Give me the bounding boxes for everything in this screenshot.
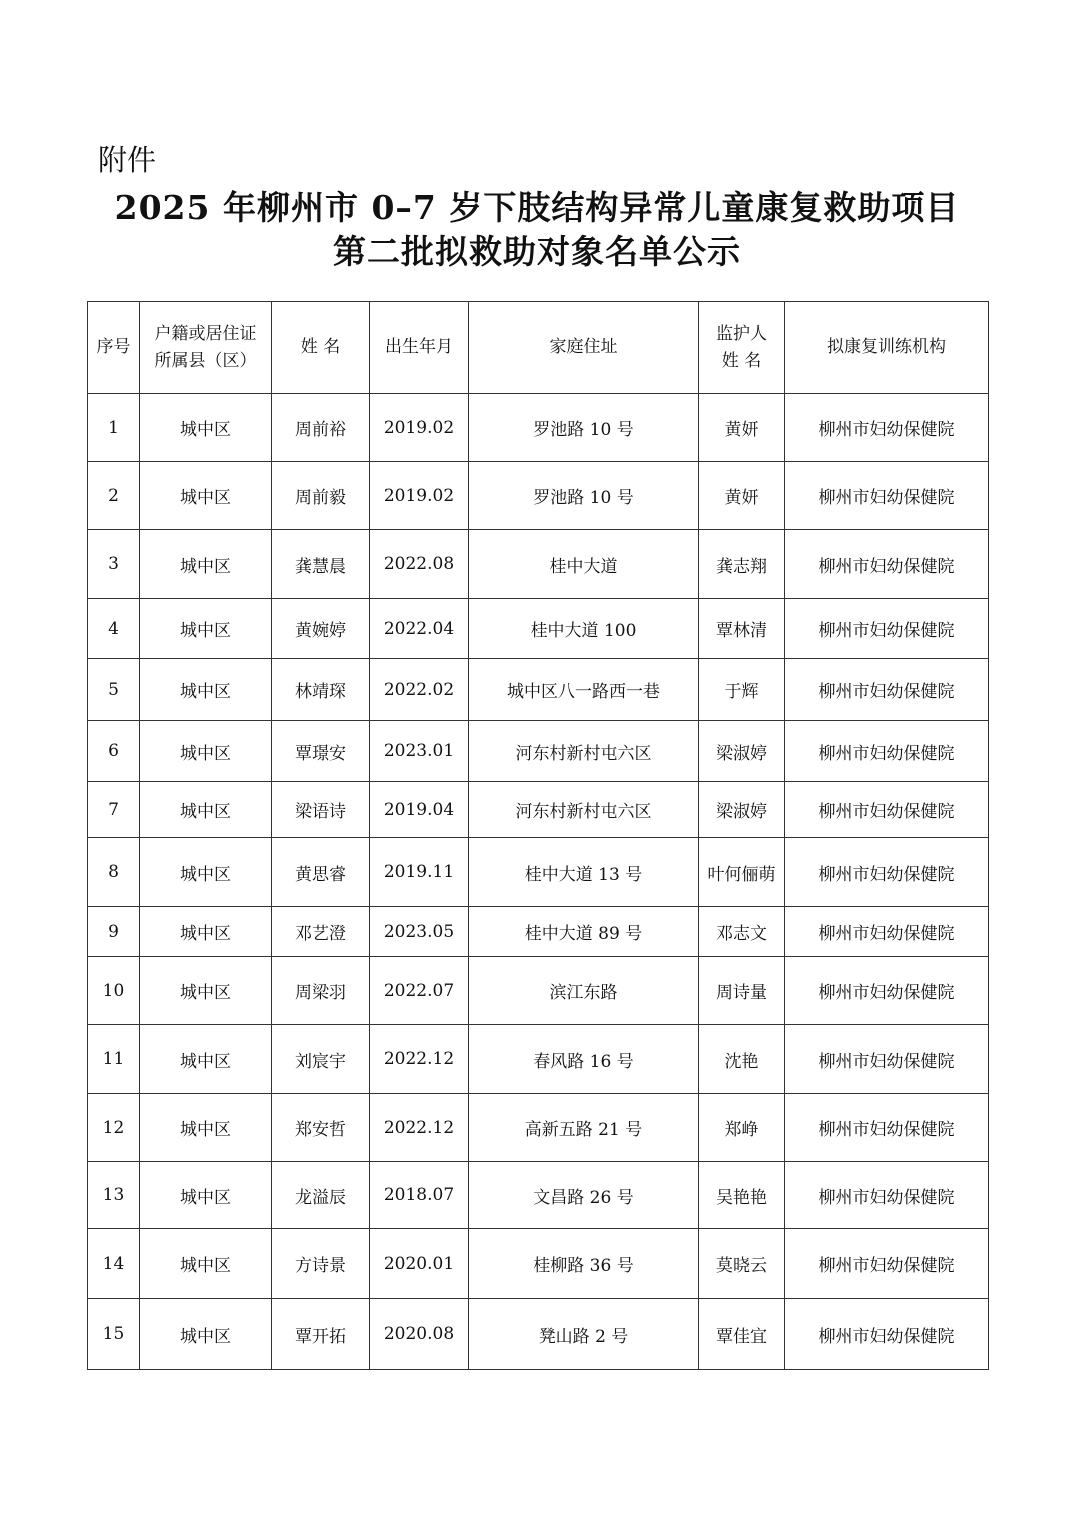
cell-county: 城中区: [140, 838, 272, 907]
table-row: [88, 1229, 989, 1299]
cell-seq: 2: [88, 462, 140, 530]
cell-seq: 8: [88, 838, 140, 907]
cell-name: 黄婉婷: [272, 599, 370, 659]
cell-seq: 12: [88, 1094, 140, 1162]
cell-county: 城中区: [140, 462, 272, 530]
cell-county: 城中区: [140, 1162, 272, 1229]
cell-birth: 2022.08: [370, 530, 469, 599]
cell-address: 高新五路 21 号: [469, 1094, 699, 1162]
table-row: [88, 1162, 989, 1229]
cell-birth: 2019.02: [370, 462, 469, 530]
header-guardian: 监护人 姓 名: [699, 302, 785, 394]
cell-address: 罗池路 10 号: [469, 394, 699, 462]
cell-institution: 柳州市妇幼保健院: [785, 462, 989, 530]
table-row: [88, 838, 989, 907]
header-birth: 出生年月: [370, 302, 469, 394]
table-header-row: [88, 302, 989, 394]
cell-institution: 柳州市妇幼保健院: [785, 1162, 989, 1229]
cell-name: 周前毅: [272, 462, 370, 530]
cell-county: 城中区: [140, 530, 272, 599]
cell-birth: 2019.11: [370, 838, 469, 907]
cell-birth: 2022.12: [370, 1025, 469, 1094]
cell-institution: 柳州市妇幼保健院: [785, 957, 989, 1025]
cell-guardian: 叶何俪萌: [699, 838, 785, 907]
cell-birth: 2022.02: [370, 659, 469, 721]
cell-name: 林靖琛: [272, 659, 370, 721]
cell-guardian: 梁淑婷: [699, 782, 785, 838]
cell-address: 春风路 16 号: [469, 1025, 699, 1094]
attachment-label: 附件: [98, 143, 157, 177]
cell-guardian: 吴艳艳: [699, 1162, 785, 1229]
cell-guardian: 于辉: [699, 659, 785, 721]
cell-address: 桂中大道: [469, 530, 699, 599]
cell-birth: 2020.08: [370, 1299, 469, 1370]
cell-institution: 柳州市妇幼保健院: [785, 1229, 989, 1299]
cell-institution: 柳州市妇幼保健院: [785, 782, 989, 838]
cell-county: 城中区: [140, 782, 272, 838]
cell-guardian: 黄妍: [699, 462, 785, 530]
cell-birth: 2022.12: [370, 1094, 469, 1162]
header-name: 姓 名: [272, 302, 370, 394]
cell-birth: 2020.01: [370, 1229, 469, 1299]
cell-institution: 柳州市妇幼保健院: [785, 721, 989, 782]
header-address: 家庭住址: [469, 302, 699, 394]
cell-county: 城中区: [140, 1025, 272, 1094]
table-row: [88, 957, 989, 1025]
cell-address: 滨江东路: [469, 957, 699, 1025]
cell-birth: 2018.07: [370, 1162, 469, 1229]
cell-name: 邓艺澄: [272, 907, 370, 957]
header-seq: 序号: [88, 302, 140, 394]
cell-institution: 柳州市妇幼保健院: [785, 838, 989, 907]
cell-address: 河东村新村屯六区: [469, 782, 699, 838]
cell-name: 刘宸宇: [272, 1025, 370, 1094]
cell-county: 城中区: [140, 599, 272, 659]
cell-county: 城中区: [140, 394, 272, 462]
cell-guardian: 莫晓云: [699, 1229, 785, 1299]
table-row: [88, 530, 989, 599]
cell-seq: 4: [88, 599, 140, 659]
document-title-line1: 2025 年柳州市 0–7 岁下肢结构异常儿童康复救助项目: [114, 188, 960, 227]
cell-name: 覃璟安: [272, 721, 370, 782]
cell-seq: 3: [88, 530, 140, 599]
cell-seq: 6: [88, 721, 140, 782]
cell-guardian: 覃佳宜: [699, 1299, 785, 1370]
cell-institution: 柳州市妇幼保健院: [785, 394, 989, 462]
cell-county: 城中区: [140, 1299, 272, 1370]
cell-institution: 柳州市妇幼保健院: [785, 530, 989, 599]
table-row: [88, 394, 989, 462]
table-row: [88, 1299, 989, 1370]
cell-guardian: 邓志文: [699, 907, 785, 957]
cell-guardian: 覃林清: [699, 599, 785, 659]
cell-guardian: 周诗量: [699, 957, 785, 1025]
cell-address: 文昌路 26 号: [469, 1162, 699, 1229]
cell-address: 桂中大道 89 号: [469, 907, 699, 957]
table-row: [88, 782, 989, 838]
cell-institution: 柳州市妇幼保健院: [785, 659, 989, 721]
cell-seq: 11: [88, 1025, 140, 1094]
table-row: [88, 659, 989, 721]
cell-guardian: 沈艳: [699, 1025, 785, 1094]
cell-birth: 2022.07: [370, 957, 469, 1025]
cell-guardian: 黄妍: [699, 394, 785, 462]
cell-guardian: 郑峥: [699, 1094, 785, 1162]
cell-county: 城中区: [140, 1094, 272, 1162]
cell-seq: 14: [88, 1229, 140, 1299]
cell-birth: 2023.01: [370, 721, 469, 782]
cell-institution: 柳州市妇幼保健院: [785, 907, 989, 957]
cell-seq: 13: [88, 1162, 140, 1229]
cell-county: 城中区: [140, 907, 272, 957]
table-row: [88, 462, 989, 530]
cell-birth: 2019.02: [370, 394, 469, 462]
recipient-table: [87, 301, 989, 1370]
cell-institution: 柳州市妇幼保健院: [785, 1025, 989, 1094]
cell-address: 桂柳路 36 号: [469, 1229, 699, 1299]
cell-name: 周前裕: [272, 394, 370, 462]
cell-name: 龚慧晨: [272, 530, 370, 599]
cell-guardian: 梁淑婷: [699, 721, 785, 782]
cell-name: 周梁羽: [272, 957, 370, 1025]
cell-address: 罗池路 10 号: [469, 462, 699, 530]
cell-county: 城中区: [140, 1229, 272, 1299]
table-row: [88, 907, 989, 957]
cell-seq: 7: [88, 782, 140, 838]
cell-address: 河东村新村屯六区: [469, 721, 699, 782]
cell-county: 城中区: [140, 957, 272, 1025]
cell-institution: 柳州市妇幼保健院: [785, 1299, 989, 1370]
header-institution: 拟康复训练机构: [785, 302, 989, 394]
cell-county: 城中区: [140, 659, 272, 721]
table-row: [88, 1025, 989, 1094]
cell-name: 覃开拓: [272, 1299, 370, 1370]
cell-address: 城中区八一路西一巷: [469, 659, 699, 721]
cell-birth: 2023.05: [370, 907, 469, 957]
table-row: [88, 599, 989, 659]
table-row: [88, 1094, 989, 1162]
cell-seq: 9: [88, 907, 140, 957]
header-county: 户籍或居住证 所属县（区）: [140, 302, 272, 394]
cell-institution: 柳州市妇幼保健院: [785, 1094, 989, 1162]
cell-seq: 10: [88, 957, 140, 1025]
cell-seq: 1: [88, 394, 140, 462]
cell-address: 桂中大道 100: [469, 599, 699, 659]
cell-name: 龙溢辰: [272, 1162, 370, 1229]
cell-birth: 2019.04: [370, 782, 469, 838]
table-row: [88, 721, 989, 782]
cell-address: 桂中大道 13 号: [469, 838, 699, 907]
cell-seq: 15: [88, 1299, 140, 1370]
cell-name: 方诗景: [272, 1229, 370, 1299]
cell-name: 梁语诗: [272, 782, 370, 838]
cell-guardian: 龚志翔: [699, 530, 785, 599]
cell-name: 黄思睿: [272, 838, 370, 907]
document-title-line2: 第二批拟救助对象名单公示: [333, 232, 741, 271]
cell-birth: 2022.04: [370, 599, 469, 659]
cell-address: 凳山路 2 号: [469, 1299, 699, 1370]
cell-county: 城中区: [140, 721, 272, 782]
cell-institution: 柳州市妇幼保健院: [785, 599, 989, 659]
cell-seq: 5: [88, 659, 140, 721]
cell-name: 郑安哲: [272, 1094, 370, 1162]
